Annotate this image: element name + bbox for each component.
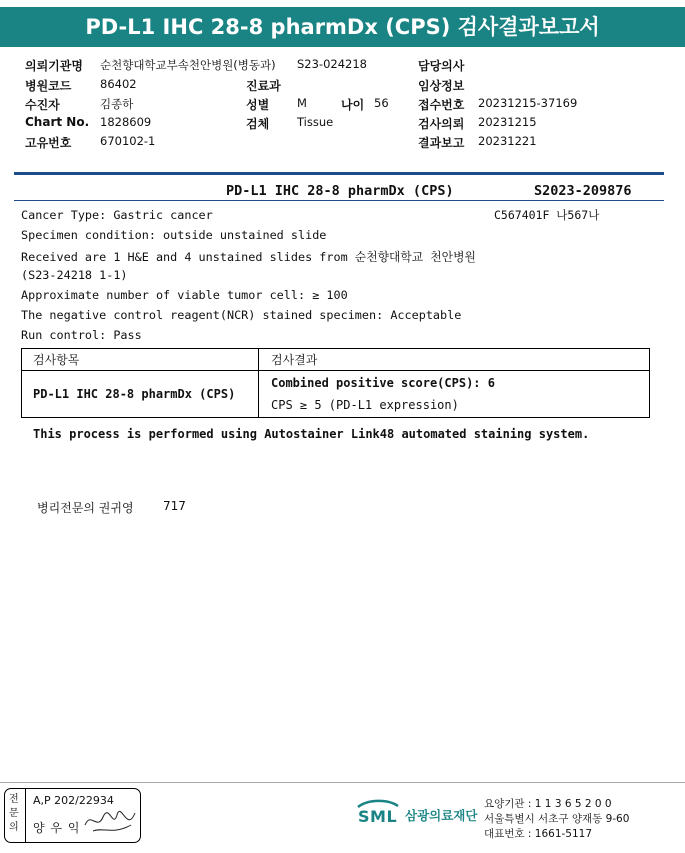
institution-number: 요양기관 : 1 1 3 6 5 2 0 0 <box>484 798 612 810</box>
sex-value: M <box>297 96 307 110</box>
report-line: (S23-24218 1-1) <box>21 268 128 282</box>
report-line: Approximate number of viable tumor cell: ≥ 100 <box>21 288 348 302</box>
block-id: C567401F 나567나 <box>494 208 600 222</box>
age-value: 56 <box>374 96 389 110</box>
test-item: PD-L1 IHC 28-8 pharmDx (CPS) <box>22 371 259 418</box>
specialist-mark: 전문의 <box>9 794 19 833</box>
phone-number: 대표번호 : 1661-5117 <box>484 828 593 840</box>
request-label: 검사의뢰 <box>418 117 465 131</box>
logo-text: SML <box>358 807 398 826</box>
heading-underline <box>14 200 664 201</box>
patient-label: 수진자 <box>25 98 60 112</box>
signature-box <box>4 788 141 843</box>
hospital-value: 순천향대학교부속천안병원(병동과) <box>100 58 276 72</box>
dept-label: 진료과 <box>246 79 281 93</box>
signature-name: 양 우 익 <box>33 821 81 835</box>
col-header-item: 검사항목 <box>22 349 259 371</box>
result-main: Combined positive score(CPS): 6 <box>271 376 495 390</box>
report-value: 20231221 <box>478 134 537 148</box>
signature-code: A,P 202/22934 <box>33 794 114 807</box>
pathologist-label: 병리전문의 권귀영 <box>37 501 134 515</box>
report-line: Cancer Type: Gastric cancer <box>21 208 213 222</box>
sex-label: 성별 <box>246 98 270 112</box>
test-name-heading: PD-L1 IHC 28-8 pharmDx (CPS) <box>226 183 454 199</box>
uid-label: 고유번호 <box>25 136 72 150</box>
process-note: This process is performed using Autostainer Link48 automated staining system. <box>33 427 590 441</box>
result-table <box>21 348 650 418</box>
pathologist-number: 717 <box>163 499 186 513</box>
report-line: Run control: Pass <box>21 328 142 342</box>
uid-value: 670102-1 <box>100 134 156 148</box>
code-value: 86402 <box>100 77 137 91</box>
report-number: S2023-209876 <box>534 183 632 199</box>
report-label: 결과보고 <box>418 136 465 150</box>
sample-id: S23-024218 <box>297 57 367 71</box>
org-name: 삼광의료재단 <box>405 808 478 823</box>
report-line: Specimen condition: outside unstained slide <box>21 228 327 242</box>
receipt-value: 20231215-37169 <box>478 96 578 110</box>
report-line: Received are 1 H&E and 4 unstained slides from 순천향대학교 천안병원 <box>21 250 476 264</box>
request-value: 20231215 <box>478 115 537 129</box>
patient-value: 김종하 <box>100 97 134 111</box>
address: 서울특별시 서초구 양재동 9-60 <box>484 813 630 825</box>
result-sub: CPS ≥ 5 (PD-L1 expression) <box>271 398 459 412</box>
sml-logo <box>354 798 402 826</box>
chart-value: 1828609 <box>100 115 152 129</box>
chart-label: Chart No. <box>25 115 90 129</box>
footer-divider <box>0 782 685 783</box>
specimen-value: Tissue <box>297 115 334 129</box>
doctor-label: 담당의사 <box>418 59 465 73</box>
hospital-label: 의뢰기관명 <box>25 59 83 73</box>
signature-scribble <box>83 807 138 837</box>
section-divider <box>14 172 664 175</box>
code-label: 병원코드 <box>25 79 72 93</box>
specimen-label: 검체 <box>246 117 270 131</box>
age-label: 나이 <box>341 98 365 112</box>
col-header-result: 검사결과 <box>259 349 650 371</box>
clinical-label: 임상정보 <box>418 79 465 93</box>
receipt-label: 접수번호 <box>418 98 465 112</box>
report-title: PD-L1 IHC 28-8 pharmDx (CPS) 검사결과보고서 <box>0 7 685 47</box>
report-line: The negative control reagent(NCR) stained specimen: Acceptable <box>21 308 462 322</box>
